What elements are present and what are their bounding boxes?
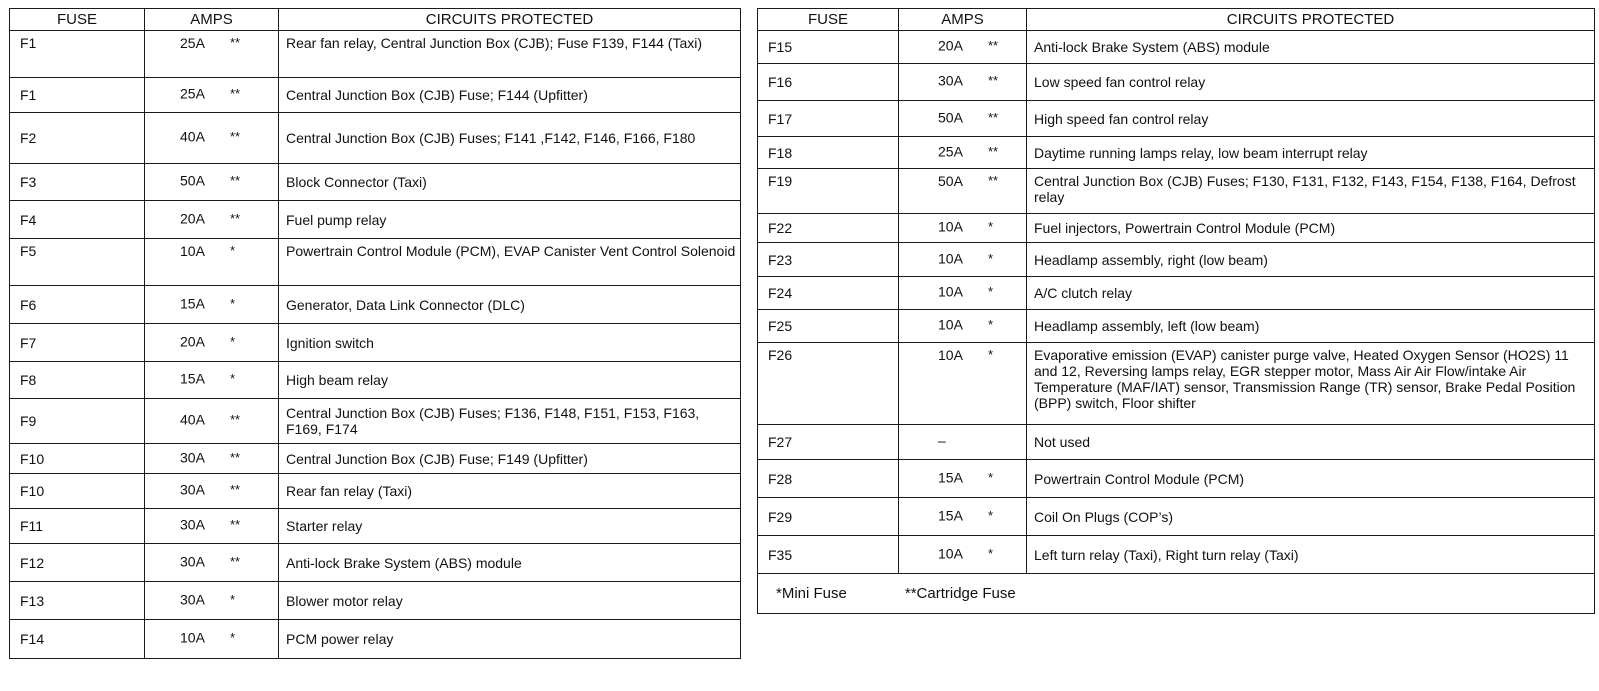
legend-mini-fuse: *Mini Fuse xyxy=(776,585,847,602)
legend-cartridge-fuse: **Cartridge Fuse xyxy=(904,585,1016,602)
amps-value: 20A xyxy=(180,209,205,226)
fuse-cell: F1 xyxy=(10,31,145,78)
fuse-type-mark: ** xyxy=(230,86,241,101)
legend-row xyxy=(758,574,1595,614)
amps-cell xyxy=(145,444,279,474)
fuse-cell: F2 xyxy=(10,113,145,164)
circuits-cell: Powertrain Control Module (PCM), EVAP Canister Vent Control Solenoid xyxy=(279,239,741,286)
fuse-type-mark: * xyxy=(230,243,236,258)
amps-cell xyxy=(899,460,1027,498)
amps-value: 20A xyxy=(180,332,205,349)
fuse-type-mark: ** xyxy=(230,553,241,569)
fuse-cell: F25 xyxy=(758,310,899,343)
fuse-cell: F19 xyxy=(758,169,899,214)
amps-cell xyxy=(899,425,1027,460)
fuse-type-mark: * xyxy=(230,371,236,386)
fuse-cell: F14 xyxy=(10,620,145,659)
fuse-type-mark: * xyxy=(988,545,994,561)
header-amps: AMPS xyxy=(145,9,279,31)
circuits-cell: Headlamp assembly, left (low beam) xyxy=(1027,310,1595,343)
amps-value: 30A xyxy=(180,448,205,465)
amps-value: 15A xyxy=(938,468,963,485)
amps-cell xyxy=(899,31,1027,64)
amps-cell xyxy=(899,137,1027,169)
fuse-cell: F15 xyxy=(758,31,899,64)
amps-cell xyxy=(145,509,279,544)
amps-value: 10A xyxy=(938,544,963,561)
fuse-cell: F9 xyxy=(10,399,145,444)
table-row xyxy=(758,214,1595,243)
fuse-cell: F13 xyxy=(10,582,145,620)
fuse-cell: F28 xyxy=(758,460,899,498)
header-fuse: FUSE xyxy=(10,9,145,31)
amps-cell xyxy=(145,399,279,444)
fuse-type-mark: ** xyxy=(230,129,241,144)
amps-cell xyxy=(145,78,279,113)
table-row xyxy=(10,113,741,164)
amps-cell xyxy=(145,201,279,239)
table-row xyxy=(758,243,1595,277)
circuits-cell: Ignition switch xyxy=(279,324,741,362)
circuits-cell: Left turn relay (Taxi), Right turn relay (Taxi) xyxy=(1027,536,1595,574)
fuse-type-mark: ** xyxy=(230,412,241,427)
fuse-cell: F7 xyxy=(10,324,145,362)
fuse-type-mark: ** xyxy=(988,143,999,159)
fuse-type-mark: ** xyxy=(988,38,999,53)
legend xyxy=(758,574,1595,614)
amps-value: 15A xyxy=(938,506,963,523)
fuse-table-left xyxy=(9,8,741,659)
table-row xyxy=(10,582,741,620)
amps-value: 30A xyxy=(180,481,205,498)
fuse-table-right xyxy=(757,8,1595,614)
amps-cell xyxy=(899,498,1027,536)
fuse-type-mark: * xyxy=(230,591,236,607)
amps-cell xyxy=(145,324,279,362)
circuits-cell: Daytime running lamps relay, low beam interrupt relay xyxy=(1027,137,1595,169)
circuits-cell: Blower motor relay xyxy=(279,582,741,620)
fuse-cell: F12 xyxy=(10,544,145,582)
circuits-cell: Central Junction Box (CJB) Fuse; F144 (Upfitter) xyxy=(279,78,741,113)
fuse-type-mark: * xyxy=(988,250,994,266)
fuse-type-mark: ** xyxy=(230,482,241,497)
amps-value: 10A xyxy=(938,347,963,363)
header-circuits: CIRCUITS PROTECTED xyxy=(1027,9,1595,31)
circuits-cell: Central Junction Box (CJB) Fuse; F149 (Upfitter) xyxy=(279,444,741,474)
fuse-cell: F18 xyxy=(758,137,899,169)
table-row xyxy=(758,310,1595,343)
table-row xyxy=(10,620,741,659)
fuse-cell: F10 xyxy=(10,444,145,474)
table-row xyxy=(758,343,1595,425)
fuse-cell: F8 xyxy=(10,362,145,399)
circuits-cell: Rear fan relay, Central Junction Box (CJB); Fuse F139, F144 (Taxi) xyxy=(279,31,741,78)
circuits-cell: Fuel pump relay xyxy=(279,201,741,239)
circuits-cell: Central Junction Box (CJB) Fuses; F141 ,F142, F146, F166, F180 xyxy=(279,113,741,164)
table-row xyxy=(10,201,741,239)
header-circuits: CIRCUITS PROTECTED xyxy=(279,9,741,31)
amps-cell xyxy=(145,544,279,582)
header-row xyxy=(758,9,1595,31)
table-row xyxy=(758,169,1595,214)
table-row xyxy=(758,31,1595,64)
table-row xyxy=(10,31,741,78)
amps-cell xyxy=(145,31,279,78)
amps-value: 30A xyxy=(938,72,963,89)
table-row xyxy=(10,324,741,362)
fuse-type-mark: * xyxy=(988,219,994,234)
amps-value: 15A xyxy=(180,370,205,387)
table-row xyxy=(10,444,741,474)
table-row xyxy=(10,544,741,582)
fuse-cell: F4 xyxy=(10,201,145,239)
circuits-cell: Anti-lock Brake System (ABS) module xyxy=(279,544,741,582)
table-row xyxy=(10,239,741,286)
table-row xyxy=(10,399,741,444)
fuse-type-mark: * xyxy=(988,347,994,362)
amps-value: 30A xyxy=(180,590,205,607)
circuits-cell: High beam relay xyxy=(279,362,741,399)
circuits-cell: Powertrain Control Module (PCM) xyxy=(1027,460,1595,498)
circuits-cell: Low speed fan control relay xyxy=(1027,64,1595,101)
amps-value: 15A xyxy=(180,294,205,311)
amps-cell xyxy=(145,620,279,659)
fuse-cell: F17 xyxy=(758,101,899,137)
circuits-cell: Generator, Data Link Connector (DLC) xyxy=(279,286,741,324)
amps-cell xyxy=(899,243,1027,277)
amps-cell xyxy=(899,214,1027,243)
fuse-cell: F11 xyxy=(10,509,145,544)
fuse-type-mark: * xyxy=(230,630,236,645)
fuse-type-mark: * xyxy=(988,507,994,523)
table-row xyxy=(10,474,741,509)
fuse-type-mark: ** xyxy=(230,210,241,226)
header-row xyxy=(10,9,741,31)
circuits-cell: PCM power relay xyxy=(279,620,741,659)
fuse-type-mark: ** xyxy=(988,73,999,88)
fuse-type-mark: * xyxy=(230,295,236,311)
fuse-type-mark: * xyxy=(230,333,236,349)
fuse-cell: F29 xyxy=(758,498,899,536)
amps-cell xyxy=(899,64,1027,101)
fuse-cell: F3 xyxy=(10,164,145,201)
fuse-type-mark: ** xyxy=(988,109,999,125)
circuits-cell: Evaporative emission (EVAP) canister purge valve, Heated Oxygen Sensor (HO2S) 11 and 12, Reversing lamps relay, EGR stepper motor, Mass Air Air Flow/intake Air Temperature (MAF/IAT) sensor, Transmission Range (TR) sensor, Brake Pedal Position (BPP) switch, Floor shifter xyxy=(1027,343,1595,425)
fuse-cell: F5 xyxy=(10,239,145,286)
amps-cell xyxy=(145,239,279,286)
circuits-cell: Not used xyxy=(1027,425,1595,460)
amps-value: 25A xyxy=(938,142,963,159)
amps-cell xyxy=(145,164,279,201)
fuse-type-mark: * xyxy=(988,317,994,332)
table-row xyxy=(758,277,1595,310)
amps-value: – xyxy=(938,432,946,449)
table-row xyxy=(10,164,741,201)
fuse-cell: F16 xyxy=(758,64,899,101)
amps-value: 10A xyxy=(180,243,205,259)
fuse-cell: F26 xyxy=(758,343,899,425)
amps-cell xyxy=(145,113,279,164)
amps-cell xyxy=(145,582,279,620)
fuse-cell: F22 xyxy=(758,214,899,243)
fuse-cell: F1 xyxy=(10,78,145,113)
amps-value: 10A xyxy=(938,316,963,333)
circuits-cell: A/C clutch relay xyxy=(1027,277,1595,310)
amps-cell xyxy=(899,536,1027,574)
circuits-cell: Starter relay xyxy=(279,509,741,544)
fuse-type-mark: ** xyxy=(230,35,241,50)
table-row xyxy=(758,101,1595,137)
amps-value: 10A xyxy=(938,249,963,266)
amps-cell xyxy=(899,101,1027,137)
fuse-cell: F24 xyxy=(758,277,899,310)
table-row xyxy=(758,460,1595,498)
amps-value: 10A xyxy=(180,629,205,646)
amps-cell xyxy=(145,474,279,509)
fuse-cell: F35 xyxy=(758,536,899,574)
amps-cell xyxy=(899,343,1027,425)
fuse-type-mark: * xyxy=(988,284,994,299)
amps-value: 10A xyxy=(938,218,963,235)
amps-cell xyxy=(899,169,1027,214)
fuse-cell: F27 xyxy=(758,425,899,460)
header-amps: AMPS xyxy=(899,9,1027,31)
amps-cell xyxy=(899,277,1027,310)
fuse-type-mark: ** xyxy=(230,173,241,188)
fuse-type-mark: ** xyxy=(230,449,241,465)
table-row xyxy=(758,137,1595,169)
table-row xyxy=(10,362,741,399)
fuse-cell: F10 xyxy=(10,474,145,509)
fuse-type-mark: ** xyxy=(230,517,241,532)
circuits-cell: Central Junction Box (CJB) Fuses; F136, F148, F151, F153, F163, F169, F174 xyxy=(279,399,741,444)
circuits-cell: Rear fan relay (Taxi) xyxy=(279,474,741,509)
fuse-type-mark: ** xyxy=(988,173,999,188)
amps-value: 25A xyxy=(180,35,205,51)
amps-cell xyxy=(899,310,1027,343)
table-row xyxy=(758,536,1595,574)
amps-value: 50A xyxy=(180,172,205,189)
table-row xyxy=(758,425,1595,460)
table-row xyxy=(10,286,741,324)
amps-value: 40A xyxy=(180,411,205,428)
amps-value: 25A xyxy=(180,85,205,102)
amps-value: 30A xyxy=(180,552,205,569)
circuits-cell: High speed fan control relay xyxy=(1027,101,1595,137)
fuse-cell: F6 xyxy=(10,286,145,324)
circuits-cell: Block Connector (Taxi) xyxy=(279,164,741,201)
amps-value: 20A xyxy=(938,37,963,54)
table-row xyxy=(10,78,741,113)
amps-value: 50A xyxy=(938,108,963,125)
table-row xyxy=(10,509,741,544)
circuits-cell: Headlamp assembly, right (low beam) xyxy=(1027,243,1595,277)
amps-value: 40A xyxy=(180,128,205,145)
circuits-cell: Central Junction Box (CJB) Fuses; F130, F131, F132, F143, F154, F138, F164, Defrost relay xyxy=(1027,169,1595,214)
circuits-cell: Fuel injectors, Powertrain Control Module (PCM) xyxy=(1027,214,1595,243)
fuse-cell: F23 xyxy=(758,243,899,277)
amps-value: 50A xyxy=(938,173,963,189)
amps-value: 10A xyxy=(938,283,963,300)
amps-cell xyxy=(145,362,279,399)
circuits-cell: Coil On Plugs (COP’s) xyxy=(1027,498,1595,536)
table-row xyxy=(758,64,1595,101)
table-row xyxy=(758,498,1595,536)
header-fuse: FUSE xyxy=(758,9,899,31)
amps-cell xyxy=(145,286,279,324)
circuits-cell: Anti-lock Brake System (ABS) module xyxy=(1027,31,1595,64)
amps-value: 30A xyxy=(180,516,205,533)
fuse-type-mark: * xyxy=(988,469,994,485)
